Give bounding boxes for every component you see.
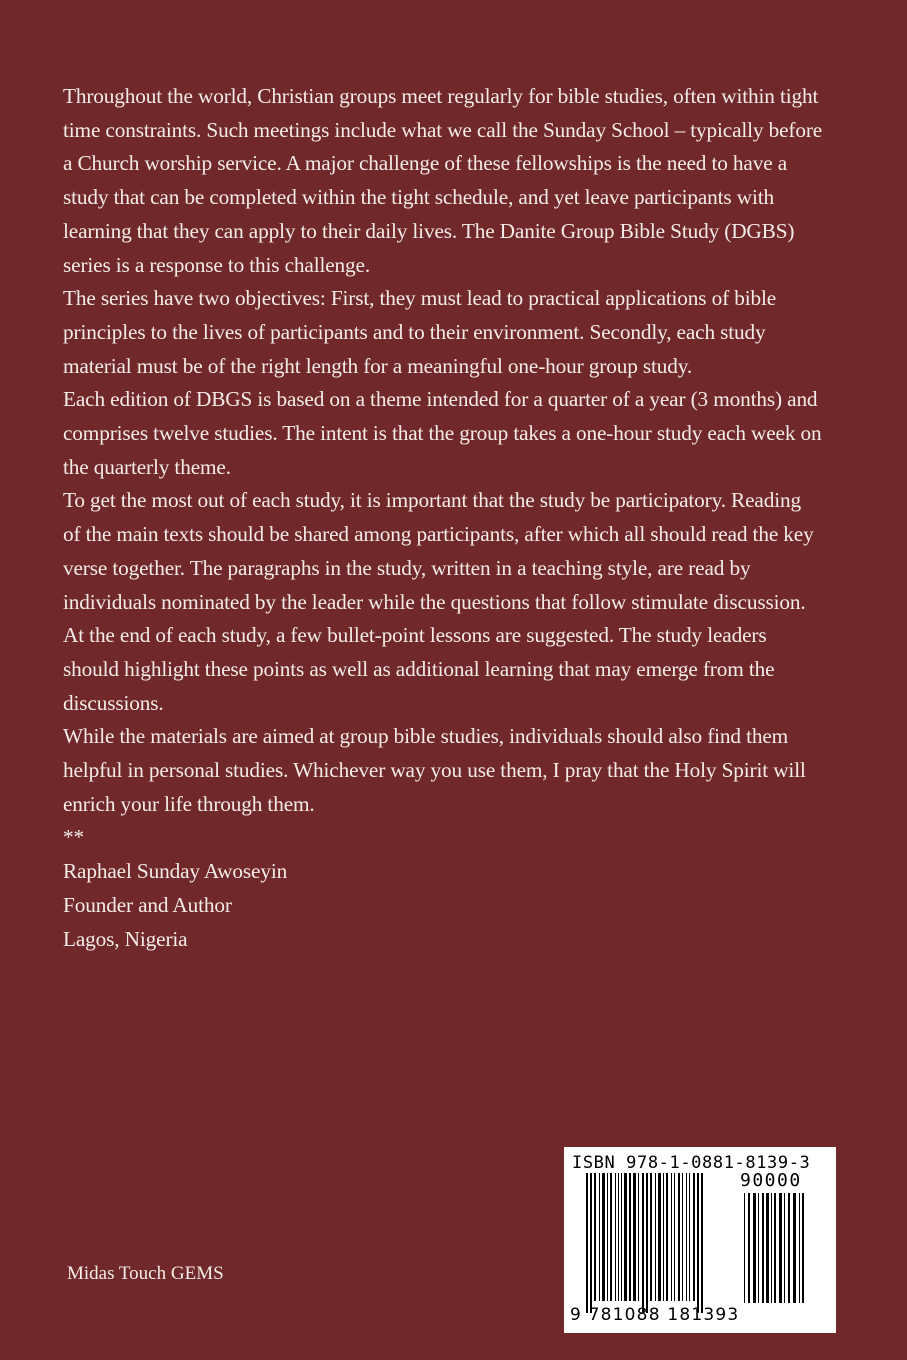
code-bar [607, 1173, 608, 1301]
author-location: Lagos, Nigeria [63, 926, 188, 951]
isbn-label: ISBN 978-1-0881-8139-3 [572, 1153, 811, 1173]
code-bar [689, 1173, 690, 1301]
code-bar [686, 1173, 687, 1301]
addon-bar [774, 1193, 776, 1303]
paragraph-objectives: The series have two objectives: First, they must lead to practical applications of bible principles to the lives of participants and to their environment. Secondly, each study material must be of the right length for a meaningful one-hour group study. [63, 286, 777, 378]
addon-bar [784, 1193, 785, 1303]
code-bar [663, 1173, 664, 1301]
paragraph-participation: To get the most out of each study, it is important that the study be participatory. Reading of the main texts should be shared among participants, after which all should read the key verse together. The paragraphs in the study, written in a teaching style, are read by individuals nominated by the leader while the questions that follow stimulate discussion. At the end of each study, a few bullet-point lessons are suggested. The study leaders should highlight these points as well as additional learning that may emerge from the discussions. [63, 488, 814, 715]
code-bar [633, 1173, 636, 1301]
code-bar [678, 1173, 680, 1301]
code-bar [655, 1173, 656, 1301]
addon-bar [799, 1193, 800, 1303]
addon-bar [771, 1193, 772, 1303]
code-bar [638, 1173, 639, 1301]
guard-bar [697, 1173, 699, 1313]
code-bar [682, 1173, 683, 1301]
code-bar [693, 1173, 695, 1301]
code-bar [658, 1173, 661, 1301]
code-bar [599, 1173, 600, 1301]
addon-bar [753, 1193, 756, 1303]
author-role: Founder and Author [63, 892, 232, 917]
guard-bar [646, 1173, 648, 1313]
guard-bar [590, 1173, 592, 1313]
code-bar [618, 1173, 619, 1301]
code-bar [594, 1173, 596, 1301]
ean-digits: 9 781088 181393 [570, 1305, 740, 1325]
isbn-barcode [564, 1147, 836, 1333]
guard-bar [642, 1173, 644, 1313]
addon-bar [758, 1193, 759, 1303]
separator: ** [63, 825, 84, 850]
code-bar [624, 1173, 627, 1301]
code-bar [674, 1173, 675, 1301]
code-bar [629, 1173, 631, 1301]
code-bar [610, 1173, 612, 1301]
author-name: Raphael Sunday Awoseyin [63, 859, 288, 884]
price-code: 90000 [740, 1170, 802, 1191]
addon-bar [802, 1193, 804, 1303]
guard-bar [586, 1173, 588, 1313]
addon-bar [779, 1193, 782, 1303]
code-bar [650, 1173, 652, 1301]
code-bar [602, 1173, 605, 1301]
addon-bar [766, 1193, 769, 1303]
addon-bar [793, 1193, 796, 1303]
code-bar [615, 1173, 616, 1301]
paragraph-closing: While the materials are aimed at group bible studies, individuals should also find them helpful in personal studies. Whichever way you use them, I pray that the Holy Spirit will enrich your life through them. [63, 724, 806, 816]
addon-bar [762, 1193, 764, 1303]
publisher-name: Midas Touch GEMS [67, 1263, 224, 1284]
code-bar [671, 1173, 672, 1301]
addon-bar [744, 1193, 745, 1303]
paragraph-edition: Each edition of DBGS is based on a theme intended for a quarter of a year (3 months) and comprises twelve studies. The intent is that the group takes a one-hour study each week on the quarterly theme. [63, 387, 822, 479]
addon-bar [788, 1193, 790, 1303]
back-cover-blurb [63, 80, 823, 956]
addon-bar [748, 1193, 750, 1303]
code-bar [666, 1173, 668, 1301]
code-bar [621, 1173, 622, 1301]
paragraph-intro: Throughout the world, Christian groups meet regularly for bible studies, often within tight time constraints. Such meetings include what we call the Sunday School – typically before a Church worship service. A major challenge of these fellowships is the need to have a study that can be completed within the tight schedule, and yet leave participants with learning that they can apply to their daily lives. The Danite Group Bible Study (DGBS) series is a response to this challenge. [63, 84, 823, 277]
guard-bar [701, 1173, 703, 1313]
